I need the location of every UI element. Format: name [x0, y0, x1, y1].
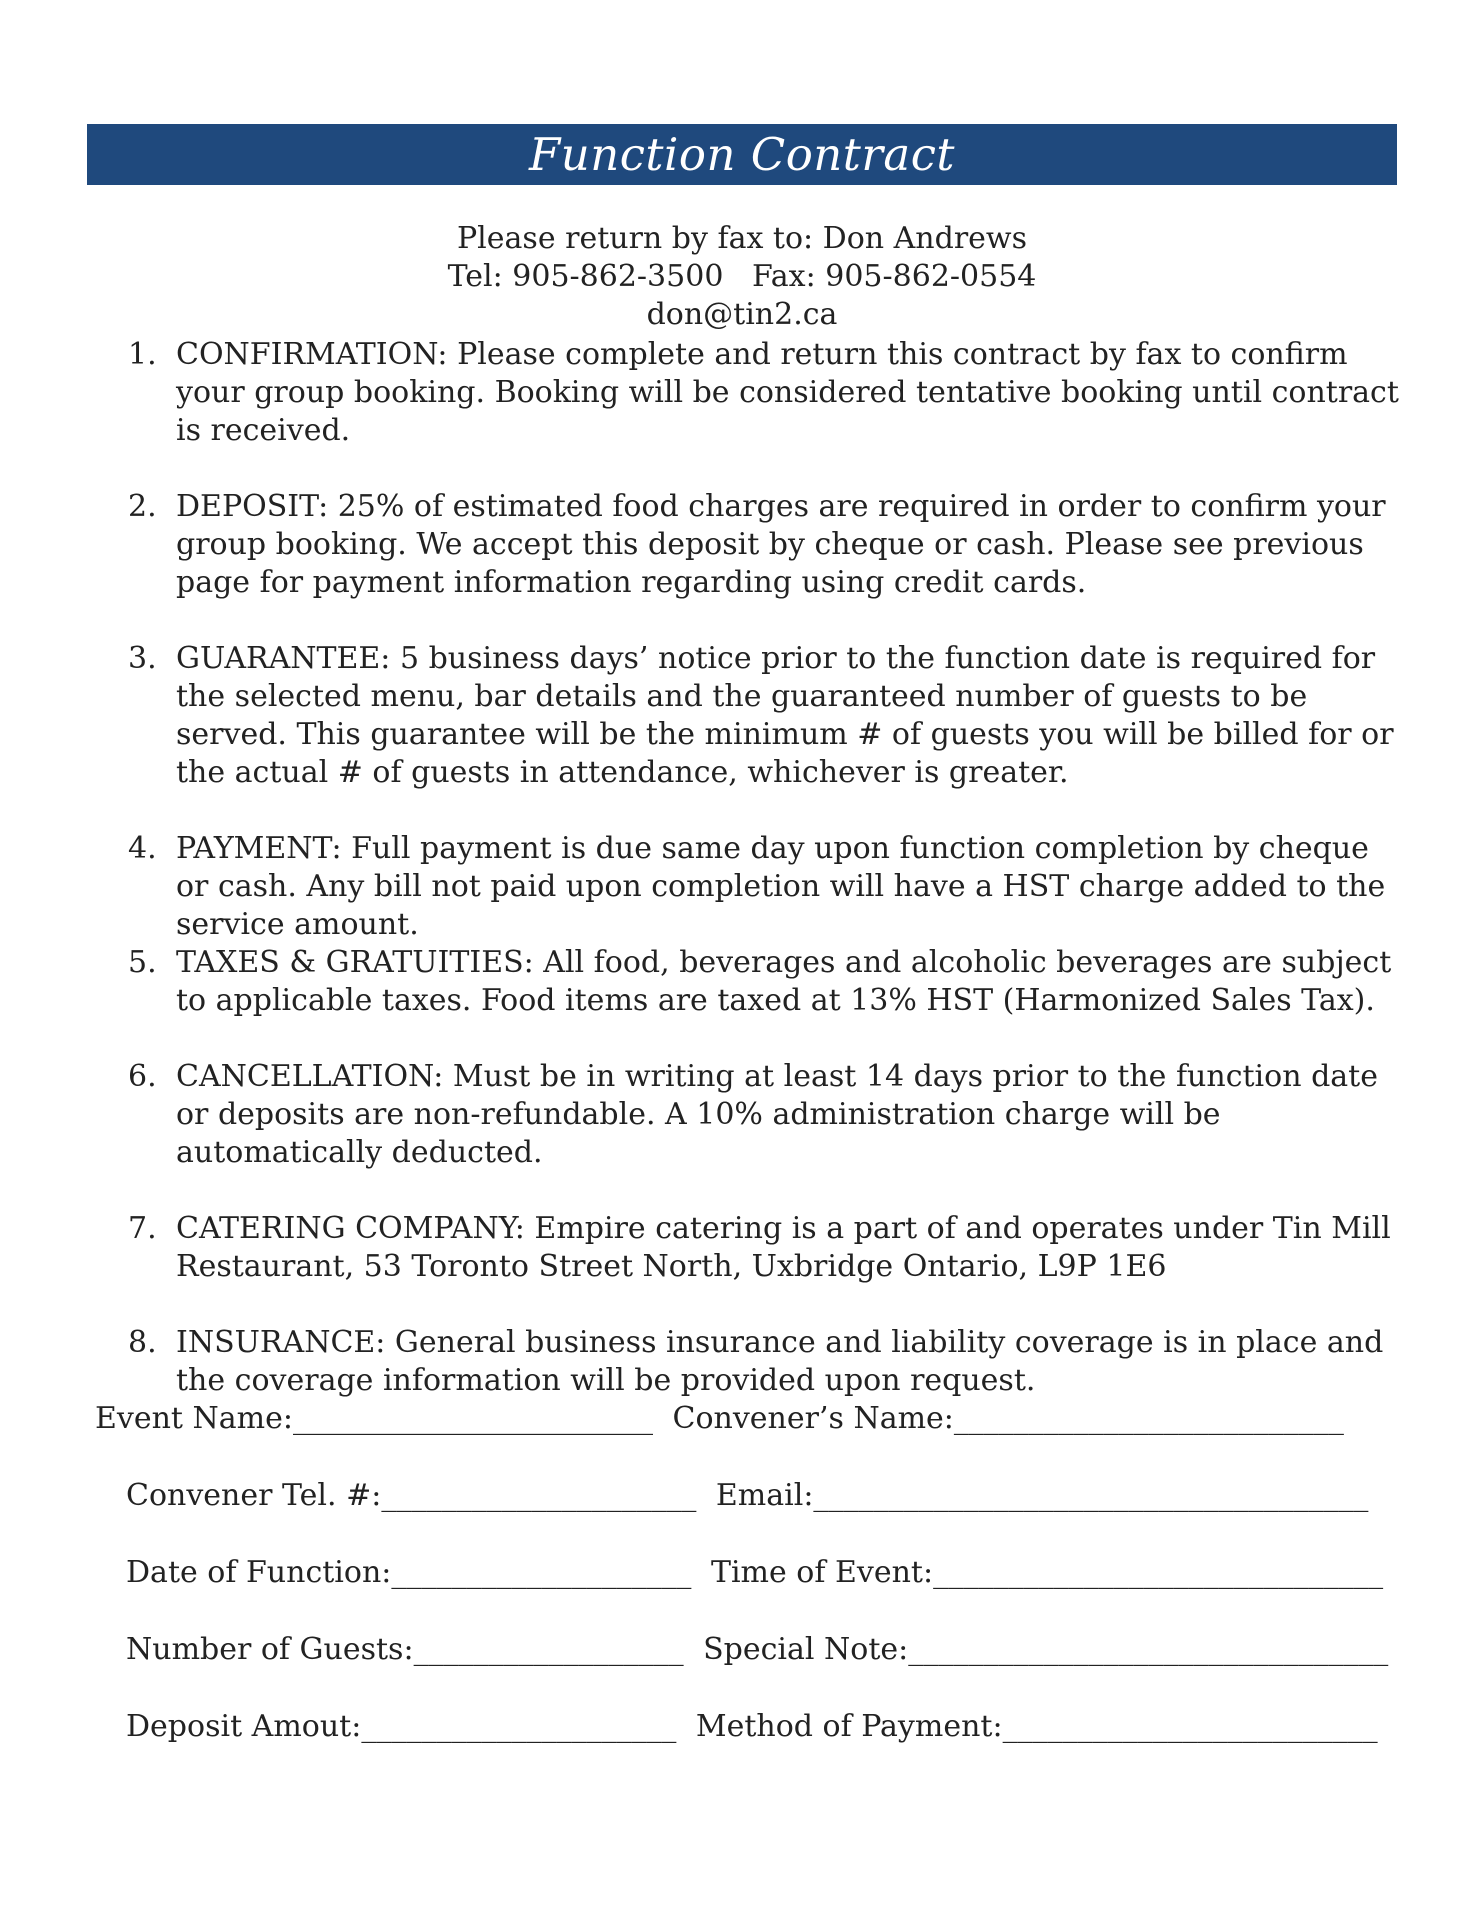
- email-line: don@tin2.ca: [646, 297, 838, 332]
- deposit-amount-line[interactable]: _____________________: [361, 1709, 677, 1744]
- email-field[interactable]: [716, 1478, 1369, 1513]
- time-of-event-field[interactable]: [711, 1555, 1383, 1590]
- clause-number: 5.: [128, 945, 157, 980]
- clause-insurance: [128, 1324, 1408, 1400]
- clause-taxes: [128, 944, 1408, 1020]
- special-note-label: Special Note:: [703, 1632, 909, 1667]
- clause-number: 1.: [128, 337, 157, 372]
- clause-text: CANCELLATION: Must be in writing at least 14 days prior to the function date or deposits are non-refundable. A 10% administration charge will be automatically deducted.: [176, 1059, 1378, 1170]
- clause-text: PAYMENT: Full payment is due same day upon function completion by cheque or cash. Any bill not paid upon completion will have a HST charge added to the service amount.: [176, 831, 1386, 942]
- clause-number: 8.: [128, 1325, 157, 1360]
- convener-tel-field[interactable]: [126, 1478, 696, 1513]
- title-banner: [87, 124, 1397, 185]
- page-title: Function Contract: [529, 128, 955, 181]
- clause-payment: [128, 830, 1408, 944]
- form-row-contact: [126, 1477, 1368, 1515]
- email-label: Email:: [715, 1478, 814, 1513]
- clause-number: 2.: [128, 489, 157, 524]
- event-name-field[interactable]: [95, 1401, 653, 1436]
- event-name-line[interactable]: ________________________: [292, 1401, 653, 1436]
- convener-name-label: Convener’s Name:: [672, 1401, 954, 1436]
- clause-text: TAXES & GRATUITIES: All food, beverages and alcoholic beverages are subject to applicable taxes. Food items are taxed at 13% HST (Harmonized Sales Tax).: [176, 945, 1392, 1018]
- contract-clauses: [128, 336, 1408, 1400]
- clause-number: 4.: [128, 831, 157, 866]
- phone-fax-line: Tel: 905-862-3500 Fax: 905-862-0554: [447, 259, 1037, 294]
- date-of-function-line[interactable]: ____________________: [391, 1555, 692, 1590]
- form-row-event: [95, 1400, 1344, 1438]
- date-of-function-field[interactable]: [126, 1555, 691, 1590]
- clause-guarantee: [128, 640, 1408, 792]
- number-of-guests-line[interactable]: __________________: [413, 1632, 684, 1667]
- date-of-function-label: Date of Function:: [126, 1555, 392, 1590]
- clause-number: 7.: [128, 1211, 157, 1246]
- convener-tel-label: Convener Tel. #:: [126, 1478, 382, 1513]
- deposit-amount-field[interactable]: [126, 1709, 676, 1744]
- method-of-payment-line[interactable]: _________________________: [1002, 1709, 1378, 1744]
- clause-text: DEPOSIT: 25% of estimated food charges are required in order to confirm your group booking. We accept this deposit by cheque or cash. Please see previous page for payment information regarding using credit cards.: [176, 489, 1386, 600]
- clause-number: 3.: [128, 641, 157, 676]
- number-of-guests-label: Number of Guests:: [126, 1632, 414, 1667]
- method-of-payment-label: Method of Payment:: [695, 1709, 1003, 1744]
- clause-text: INSURANCE: General business insurance and liability coverage is in place and the coverage information will be provided upon request.: [176, 1325, 1384, 1398]
- contact-block: [0, 220, 1484, 334]
- special-note-line[interactable]: ________________________________: [908, 1632, 1389, 1667]
- convener-tel-line[interactable]: _____________________: [381, 1478, 697, 1513]
- convener-name-line[interactable]: __________________________: [953, 1401, 1344, 1436]
- clause-confirmation: [128, 336, 1408, 450]
- clause-cancellation: [128, 1058, 1408, 1172]
- time-of-event-label: Time of Event:: [710, 1555, 934, 1590]
- form-row-payment: [126, 1708, 1378, 1746]
- method-of-payment-field[interactable]: [696, 1709, 1378, 1744]
- convener-name-field[interactable]: [673, 1401, 1344, 1436]
- number-of-guests-field[interactable]: [126, 1632, 684, 1667]
- special-note-field[interactable]: [703, 1632, 1388, 1667]
- clause-text: CATERING COMPANY: Empire catering is a part of and operates under Tin Mill Restaurant, 53 Toronto Street North, Uxbridge Ontario, L9P 1E6: [176, 1211, 1391, 1284]
- clause-number: 6.: [128, 1059, 157, 1094]
- event-name-label: Event Name:: [95, 1401, 293, 1436]
- clause-text: GUARANTEE: 5 business days’ notice prior to the function date is required for the selected menu, bar details and the guaranteed number of guests to be served. This guarantee will be the minimum # of guests you will be billed for or the actual # of guests in attendance, whichever is greater.: [176, 641, 1394, 790]
- deposit-amount-label: Deposit Amout:: [126, 1709, 362, 1744]
- form-row-date: [126, 1554, 1383, 1592]
- form-row-guests: [126, 1631, 1388, 1669]
- clause-deposit: [128, 488, 1408, 602]
- fax-return-line: Please return by fax to: Don Andrews: [457, 221, 1027, 256]
- time-of-event-line[interactable]: ______________________________: [933, 1555, 1384, 1590]
- clause-catering-company: [128, 1210, 1408, 1286]
- email-line-blank[interactable]: _____________________________________: [813, 1478, 1369, 1513]
- clause-text: CONFIRMATION: Please complete and return this contract by fax to confirm your group booking. Booking will be considered tentative booking until contract is received.: [176, 337, 1399, 448]
